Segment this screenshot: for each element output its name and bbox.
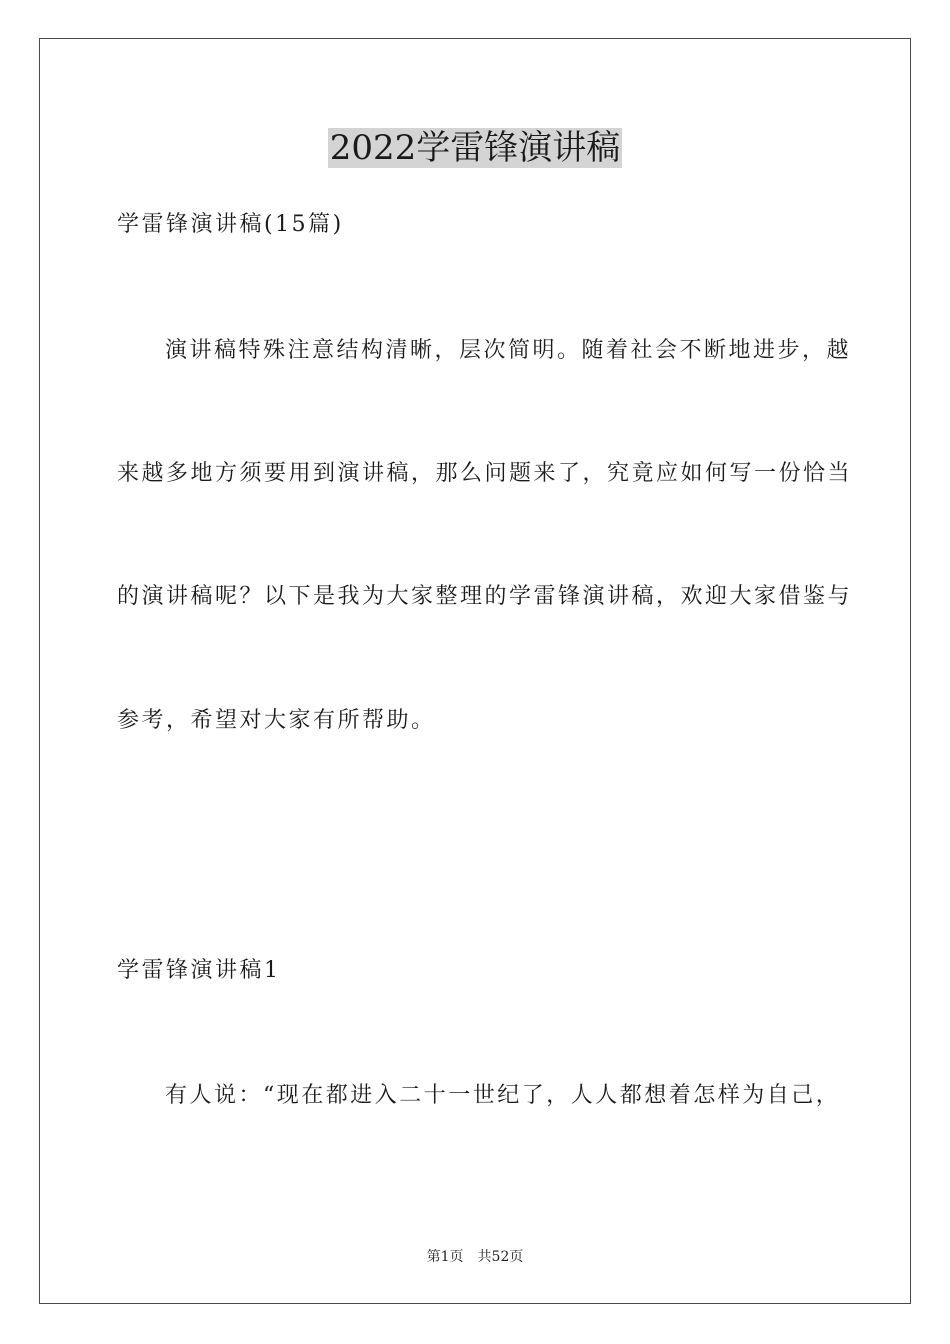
intro-line-2: 来越多地方须要用到演讲稿，那么问题来了，究竟应如何写一份恰当 — [117, 461, 853, 486]
document-title — [0, 128, 950, 168]
document-subtitle: 学雷锋演讲稿(15篇) — [117, 212, 344, 237]
page-footer — [0, 1248, 950, 1266]
intro-line-3: 的演讲稿呢？以下是我为大家整理的学雷锋演讲稿，欢迎大家借鉴与 — [117, 584, 853, 609]
section-heading: 学雷锋演讲稿1 — [117, 958, 281, 983]
section-line-1: 有人说：“现在都进入二十一世纪了，人人都想着怎样为自己， — [165, 1083, 841, 1108]
page-number-total: 共52页 — [477, 1249, 524, 1265]
document-title-text: 2022学雷锋演讲稿 — [329, 128, 621, 168]
intro-line-4: 参考，希望对大家有所帮助。 — [117, 708, 436, 733]
intro-line-1: 演讲稿特殊注意结构清晰，层次简明。随着社会不断地进步，越 — [165, 338, 852, 363]
page-number-current: 第1页 — [426, 1249, 464, 1265]
